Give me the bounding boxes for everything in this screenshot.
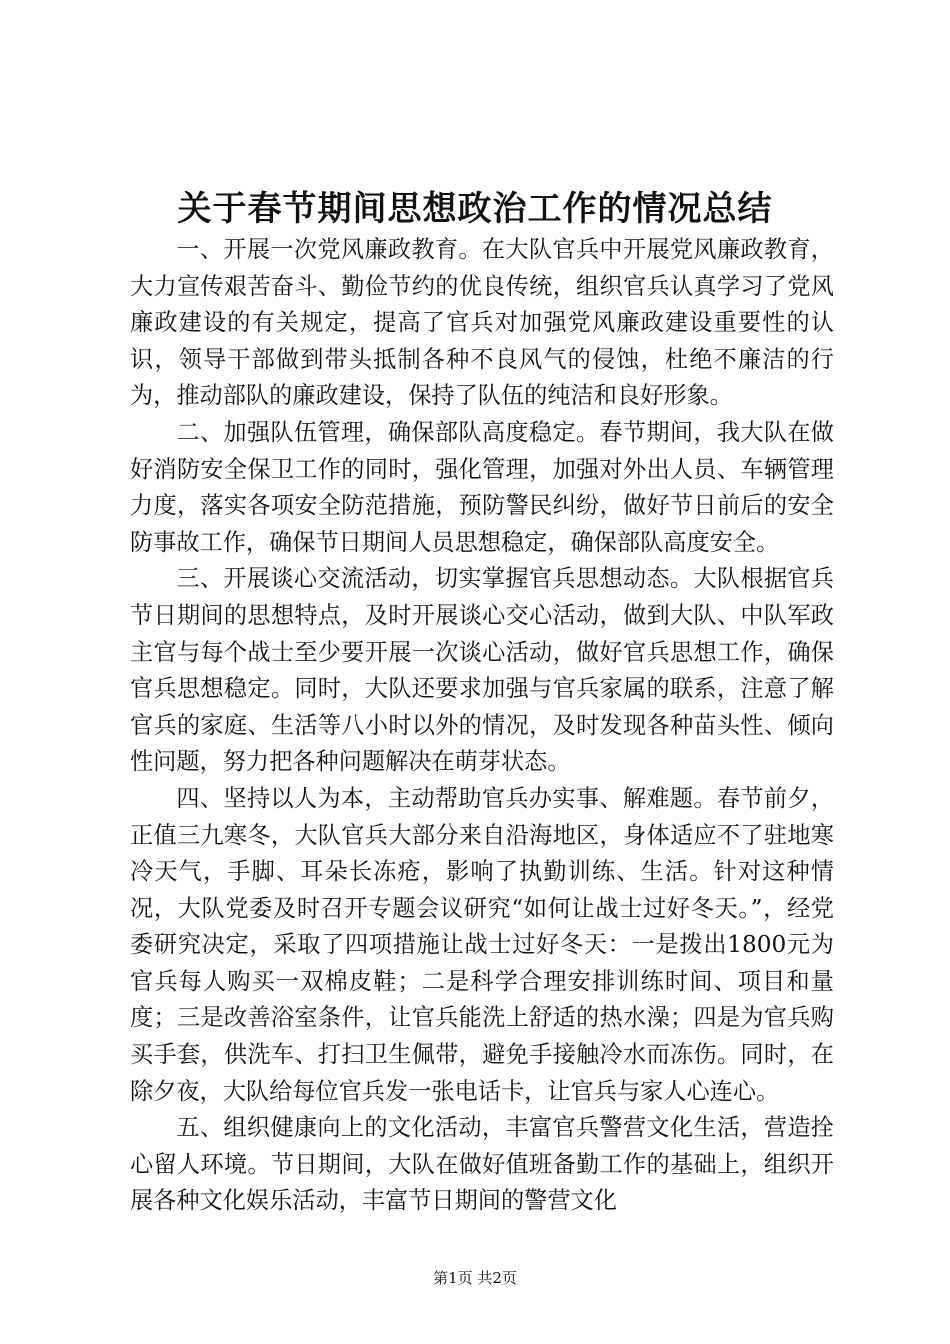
paragraph-1: 一、开展一次党风廉政教育。在大队官兵中开展党风廉政教育，大力宣传艰苦奋斗、勤俭节约的优良传统，组织官兵认真学习了党风廉政建设的有关规定，提高了官兵对加强党风廉政建设重要性的认识，领导干部做到带头抵制各种不良风气的侵蚀，杜绝不廉洁的行为，推动部队的廉政建设，保持了队伍的纯洁和良好形象。 bbox=[130, 236, 834, 410]
paragraph-3: 三、开展谈心交流活动，切实掌握官兵思想动态。大队根据官兵节日期间的思想特点，及时开展谈心交心活动，做到大队、中队军政主官与每个战士至少要开展一次谈心活动，做好官兵思想工作，确保官兵思想稳定。同时，大队还要求加强与官兵家属的联系，注意了解官兵的家庭、生活等八小时以外的情况，及时发现各种苗头性、倾向性问题，努力把各种问题解决在萌芽状态。 bbox=[130, 565, 834, 776]
page-footer: 第1页 共2页 bbox=[433, 1269, 517, 1287]
paragraph-2: 二、加强队伍管理，确保部队高度稳定。春节期间，我大队在做好消防安全保卫工作的同时，强化管理，加强对外出人员、车辆管理力度，落实各项安全防范措施，预防警民纠纷，做好节日前后的安全防事故工作，确保节日期间人员思想稳定，确保部队高度安全。 bbox=[130, 418, 834, 556]
document-title: 关于春节期间思想政治工作的情况总结 bbox=[177, 189, 773, 229]
paragraph-5: 五、组织健康向上的文化活动，丰富官兵警营文化生活，营造拴心留人环境。节日期间，大队在做好值班备勤工作的基础上，组织开展各种文化娱乐活动，丰富节日期间的警营文化 bbox=[130, 1114, 834, 1215]
document-body bbox=[130, 232, 834, 1220]
paragraph-4: 四、坚持以人为本，主动帮助官兵办实事、解难题。春节前夕，正值三九寒冬，大队官兵大部分来自沿海地区，身体适应不了驻地寒冷天气，手脚、耳朵长冻疮，影响了执勤训练、生活。针对这种情况，大队党委及时召开专题会议研究“如何让战士过好冬天。”，经党委研究决定，采取了四项措施让战士过好冬天：一是拨出1800元为官兵每人购买一双棉皮鞋；二是科学合理安排训练时间、项目和量度；三是改善浴室条件，让官兵能洗上舒适的热水澡；四是为官兵购买手套，供洗车、打扫卫生佩带，避免手接触冷水而冻伤。同时，在除夕夜，大队给每位官兵发一张电话卡，让官兵与家人心连心。 bbox=[130, 784, 834, 1105]
